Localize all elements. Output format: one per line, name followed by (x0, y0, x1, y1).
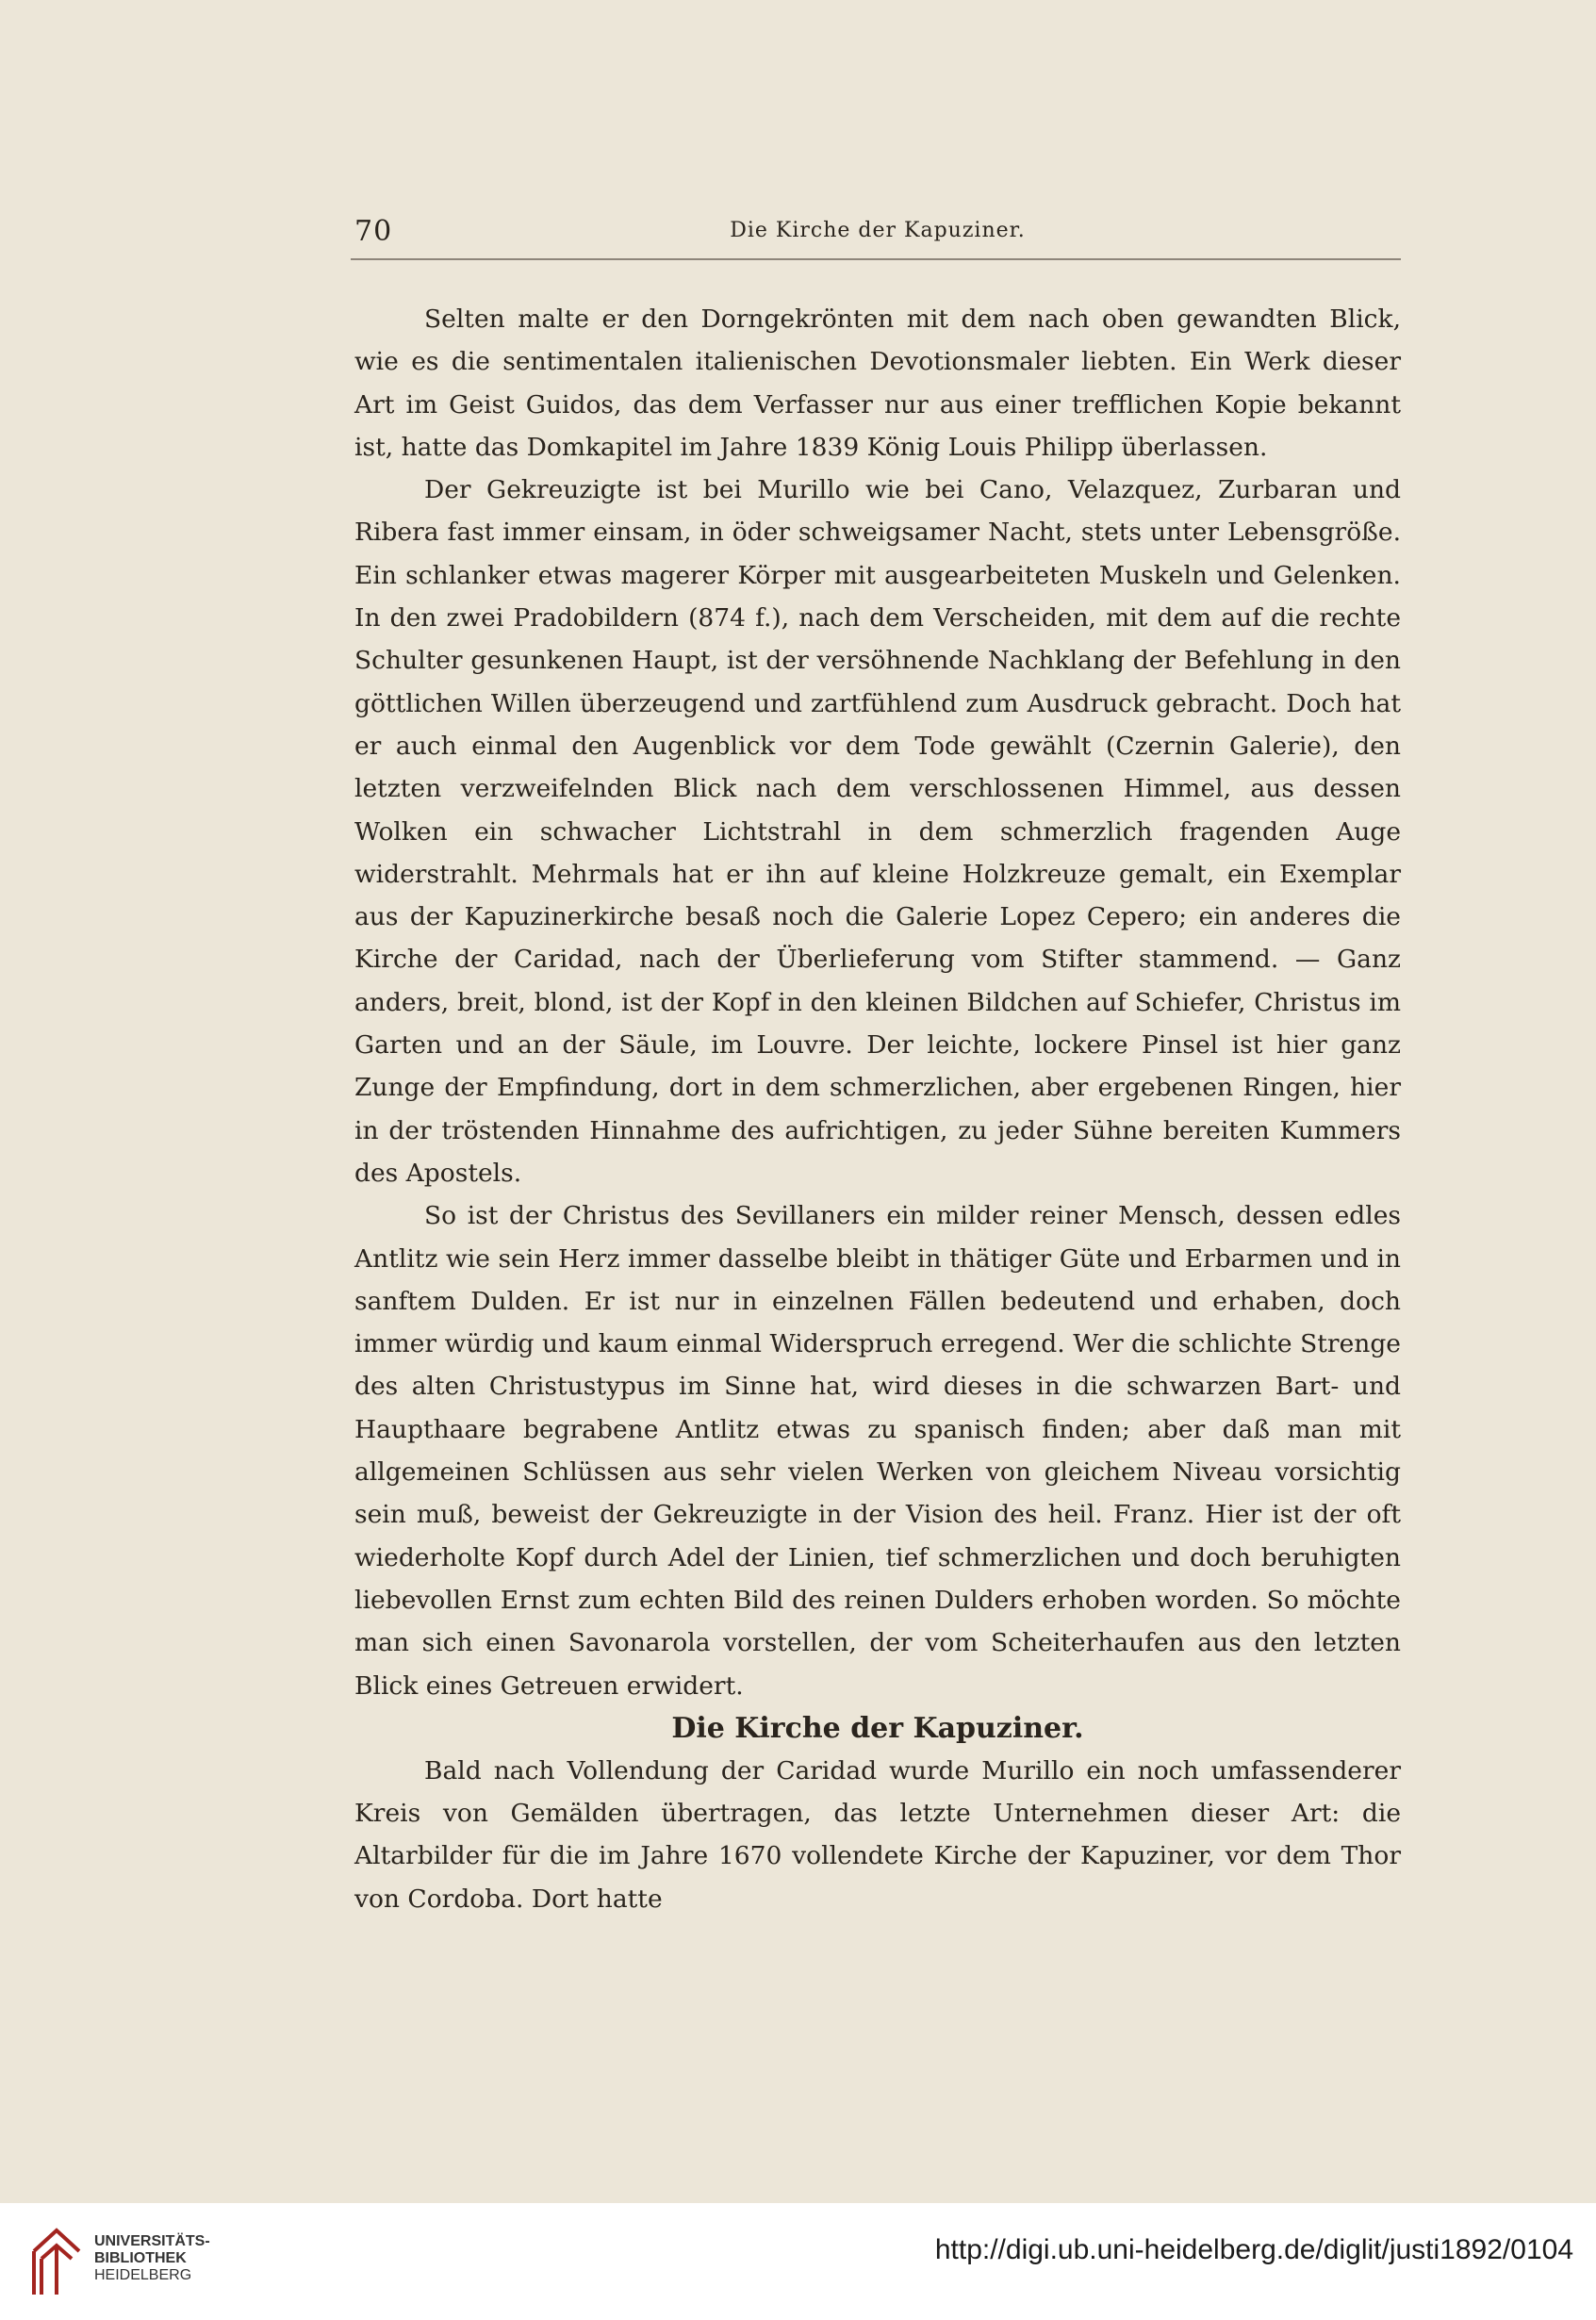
page-number: 70 (354, 215, 393, 248)
library-name-line: HEIDELBERG (94, 2267, 192, 2283)
body-text (354, 298, 1401, 1920)
running-title: Die Kirche der Kapuziner. (730, 219, 1026, 242)
header-rule (351, 258, 1401, 260)
paragraph: So ist der Christus des Sevillaners ein milder reiner Mensch, dessen edles Antlitz wie sein Herz immer dasselbe bleibt in thätiger Güte und Erbarmen und in sanftem Dulden. Er ist nur in einzelnen Fällen bedeutend und erhaben, doch immer würdig und kaum einmal Widerspruch erregend. Wer die schlichte Strenge des alten Christustypus im Sinne hat, wird dieses in die schwarzen Bart- und Haupthaare begrabene Antlitz etwas zu spanisch finden; aber daß man mit allgemeinen Schlüssen aus sehr vielen Werken von gleichem Niveau vorsichtig sein muß, beweist der Gekreuzigte in der Vision des heil. Franz. Hier ist der oft wiederholte Kopf durch Adel der Linien, tief schmerzlichen und doch beruhigten liebevollen Ernst zum echten Bild des reinen Dulders erhoben worden. So möchte man sich einen Savonarola vorstellen, der vom Scheiterhaufen aus den letzten Blick eines Getreuen erwidert. (354, 1201, 1401, 1701)
library-name-line: BIBLIOTHEK (94, 2250, 187, 2266)
section-heading: Die Kirche der Kapuziner. (671, 1711, 1084, 1745)
paragraph: Bald nach Vollendung der Caridad wurde Murillo ein noch umfassenderer Kreis von Gemälden übertragen, das letzte Unternehmen dieser Art: die Altarbilder für die im Jahre 1670 vollendete Kirche der Kapuziner, vor dem Thor von Cordoba. Dort hatte (354, 1755, 1401, 1914)
paragraph: Der Gekreuzigte ist bei Murillo wie bei Cano, Velazquez, Zurbaran und Ribera fast immer einsam, in öder schweigsamer Nacht, stets unter Lebensgröße. Ein schlanker etwas magerer Körper mit ausgearbeiteten Muskeln und Gelenken. In den zwei Pradobildern (874 f.), nach dem Verscheiden, mit dem auf die rechte Schulter gesunkenen Haupt, ist der versöhnende Nachklang der Befehlung in den göttlichen Willen überzeugend und zartfühlend zum Ausdruck gebracht. Doch hat er auch einmal den Augenblick vor dem Tode gewählt (Czernin Galerie), den letzten verzweifelnden Blick nach dem verschlossenen Himmel, aus dessen Wolken ein schwacher Lichtstrahl in dem schmerzlich fragenden Auge widerstrahlt. Mehrmals hat er ihn auf kleine Holzkreuze gemalt, ein Exemplar aus der Kapuzinerkirche besaß noch die Galerie Lopez Cepero; ein anderes die Kirche der Caridad, nach der Überlieferung vom Stifter stammend. — Ganz anders, breit, blond, ist der Kopf in den kleinen Bildchen auf Schiefer, Christus im Garten und an der Säule, im Louvre. Der leichte, lockere Pinsel ist hier ganz Zunge der Empfindung, dort in dem schmerzlichen, aber ergebenen Ringen, hier in der tröstenden Hinnahme des aufrichtigen, zu jeder Sühne bereiten Kummers des Apostels. (354, 475, 1401, 1188)
running-head (354, 215, 1401, 253)
library-name[interactable] (94, 2233, 210, 2284)
library-name-line: UNIVERSITÄTS- (94, 2233, 210, 2249)
source-url-link[interactable]: http://digi.ub.uni-heidelberg.de/diglit/justi1892/0104 (934, 2234, 1573, 2265)
paragraph: Selten malte er den Dorngekrönten mit dem nach oben gewandten Blick, wie es die sentimentalen italienischen Devotionsmaler liebten. Ein Werk dieser Art im Geist Guidos, das dem Verfasser nur aus einer trefflichen Kopie bekannt ist, hatte das Domkapitel im Jahre 1839 König Louis Philipp überlassen. (354, 304, 1401, 462)
library-logo-icon[interactable] (28, 2223, 85, 2300)
